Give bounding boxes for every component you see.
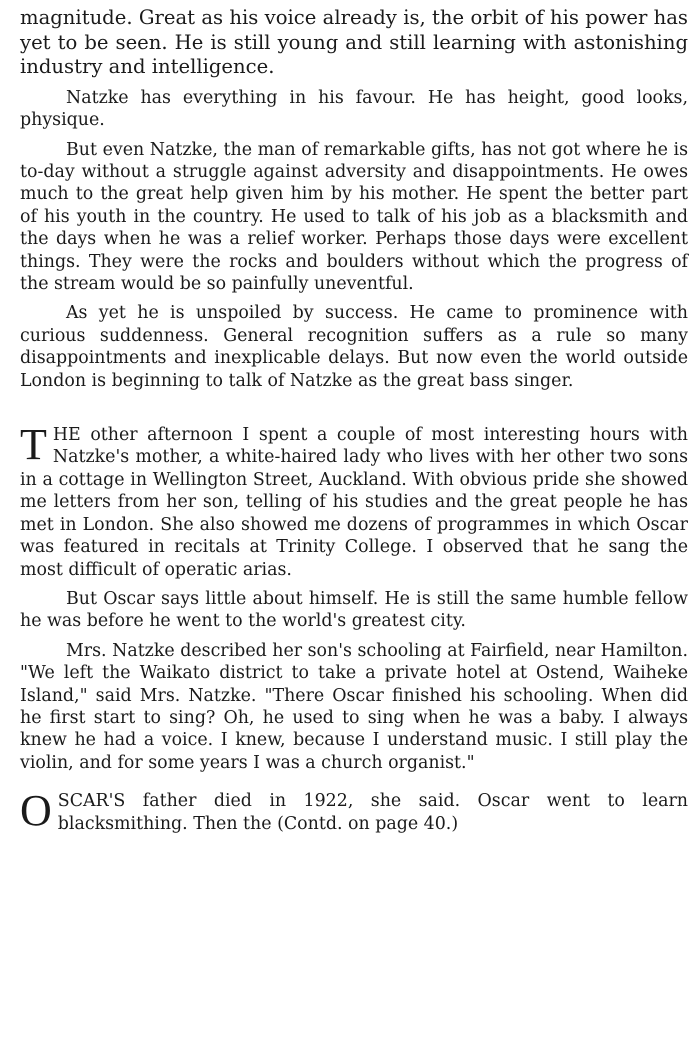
dropcap-t: T <box>20 420 47 470</box>
continuation-note[interactable]: (Contd. on page 40.) <box>277 813 459 834</box>
paragraph-struggle: But even Natzke, the man of remarkable gifts, has not got where he is to-day without a struggle against adversity and disappointments. He owes much to the great help given him by his mother. He spent the better part of his youth in the country. He used to talk of his job as a blacksmith and the days when he was a relief worker. Perhaps those days were excellent things. They were the rocks and boulders without which the progress of the stream would be so painfully uneventful. <box>20 139 688 295</box>
paragraph-father <box>20 786 688 836</box>
paragraph-unspoiled: As yet he is unspoiled by success. He came to prominence with curious suddenness. General recognition suffers as a rule so many disappointments and inexplicable delays. But now even the world outside London is beginning to talk of Natzke as the great bass singer. <box>20 303 688 391</box>
paragraph-mother-visit-text: other afternoon I spent a couple of most interesting hours with Natzke's mother, a white-haired lady who lives with her other two sons in a cottage in Wellington Street, Auckland. With obvious pride she showed me letters from her son, telling of his studies and the great people he has met in London. She also showed me dozens of programmes in which Oscar was featured in recitals at Trinity College. I observed that he sang the most difficult of operatic arias. <box>20 425 689 580</box>
paragraph-favour: Natzke has everything in his favour. He has height, good looks, physique. <box>20 87 688 131</box>
paragraph-magnitude: magnitude. Great as his voice already is, the orbit of his power has yet to be seen. He is still young and still learning with astonishing industry and intelligence. <box>20 6 688 79</box>
paragraph-schooling: Mrs. Natzke described her son's schooling at Fairfield, near Hamilton. "We left the Waikato district to take a private hotel at Ostend, Waiheke Island," said Mrs. Natzke. "There Oscar finished his schooling. When did he first start to sing? Oh, he used to sing when he was a baby. I always knew he had a voice. I knew, because I understand music. I still play the violin, and for some years I was a church organist." <box>20 640 688 773</box>
paragraph-father-text: father died in 1922, she said. Oscar went to learn blacksmithing. Then the <box>57 791 688 834</box>
paragraph-mother-visit <box>20 420 689 581</box>
dropcap-o: O <box>20 786 52 836</box>
first-word: HE <box>52 425 81 446</box>
paragraph-humble: But Oscar says little about himself. He is still the same humble fellow he was before he went to the world's greatest city. <box>20 588 688 632</box>
first-word-oscar: SCAR'S <box>57 791 126 812</box>
